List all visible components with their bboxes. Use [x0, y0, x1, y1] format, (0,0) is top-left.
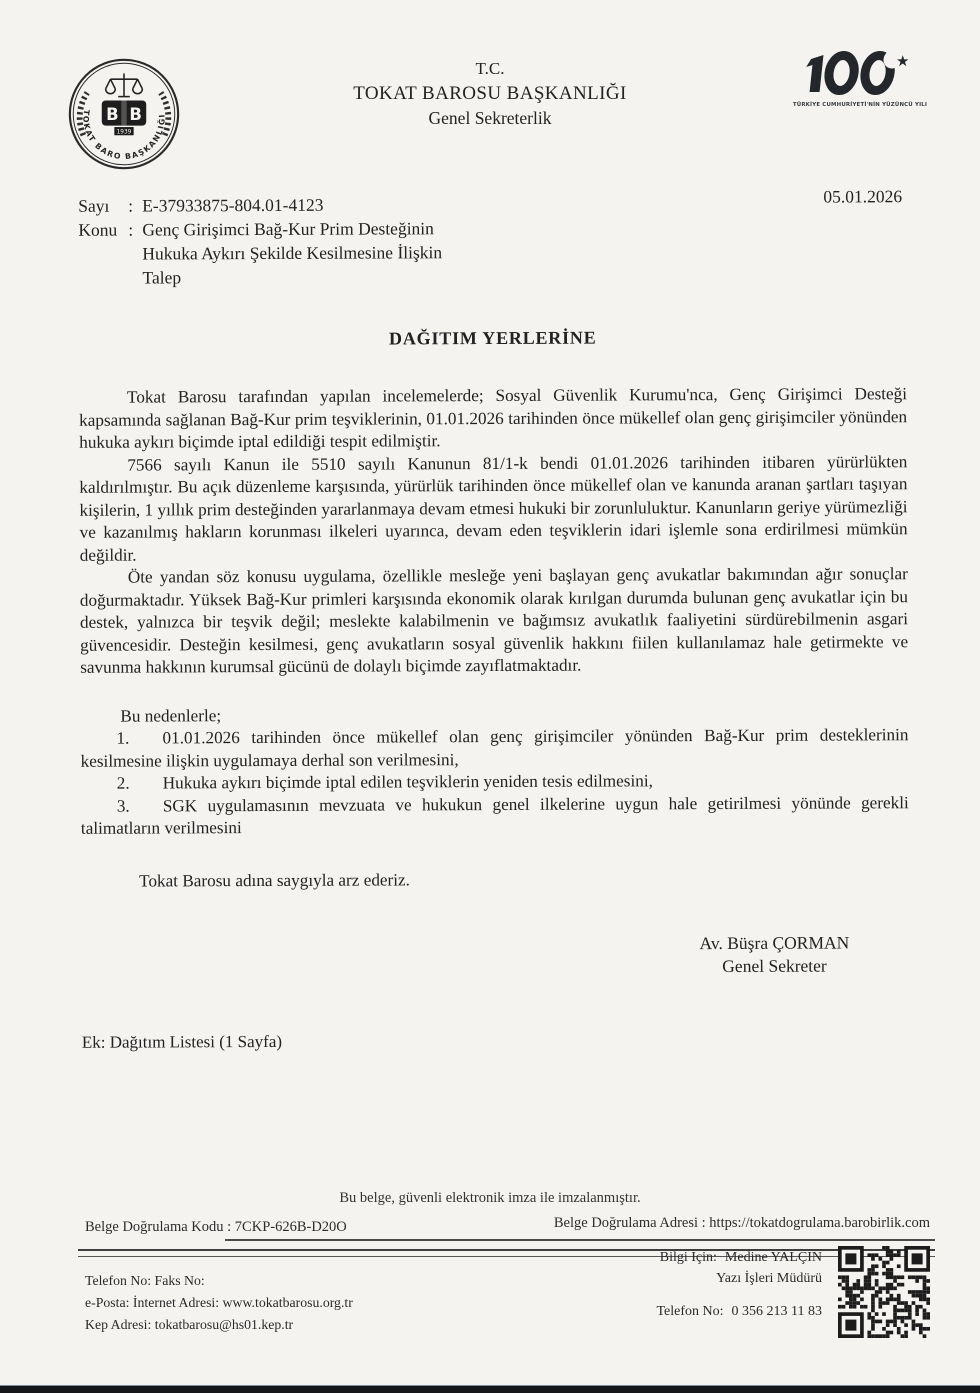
contact-phone-number: 0 356 213 11 83: [731, 1304, 822, 1319]
list-item-1-text: 01.01.2026 tarihinden önce mükellef olan genç girişimciler yönünden Bağ-Kur prim desteklerinin kesilmesine ilişkin uygulamaya derhal son verilmesini,: [80, 725, 909, 771]
emblem-ring-text: TOKAT BARO BAŞKANLIĞI: [81, 109, 167, 162]
paragraph-3: Öte yandan söz konusu uygulama, özellikle mesleğe yeni başlayan genç avukatlar bakımından ağır sonuçlar doğurmaktadır. Yüksek Bağ-Kur primleri karşısında ekonomik olarak kırılgan durumda bulunan genç avukatlar için bu destek, yalnızca bir teşvik değil; meslekte kalabilmenin ve bağımsız avukatlık faaliyetini sürdürebilmenin asgari güvencesidir. Desteğin kesilmesi, genç avukatların sosyal güvenlik hakkını fiilen kullanılamaz hale getirmekte ve savunma hakkının kurumsal gücünü de dolaylı biçimde zayıflatmaktadır.: [79, 564, 909, 677]
department-name: Genel Sekreterlik: [428, 107, 552, 128]
list-item-2-number: 2.: [116, 773, 130, 793]
sayi-label: Sayı: [78, 195, 110, 216]
emblem-initial-right: B: [129, 104, 142, 124]
contact-web-line: e-Posta: İnternet Adresi: www.tokatbarosu.org.tr: [85, 1295, 353, 1310]
signatory-title: Genel Sekreter: [722, 955, 827, 977]
qr-code: [838, 1246, 930, 1338]
list-intro: Bu nedenlerle;: [120, 705, 222, 726]
list-item-1-number: 1.: [116, 728, 130, 748]
emblem-initial-left: B: [106, 104, 119, 124]
letter-body: [78, 186, 910, 1053]
konu-line-3: Talep: [142, 267, 182, 288]
paragraph-2: 7566 sayılı Kanun ile 5510 sayılı Kanunun 81/1-k bendi 01.01.2026 tarihinden itibaren yürürlükten kaldırılmıştır. Bu açık düzenleme karşısında, yürürlük tarihinden önce mükellef olan ve kanunda aranan şartları taşıyan kişilerin, 1 yıllık prim desteğinden yararlanmaya devam etmesi hukuki bir zorunluluktur. Kanunların geriye yürümezliği ve kazanılmış hakların korunması ilkeleri uyarınca, devam eden teşviklerin idari işlemle sona erdirilmesi mümkün değildir.: [79, 451, 908, 565]
signature-block: [649, 931, 899, 978]
recipient-heading: DAĞITIM YERLERİNE: [388, 327, 597, 349]
emblem-year: 1939: [116, 129, 132, 136]
contact-kep-line: Kep Adresi: tokatbarosu@hs01.kep.tr: [85, 1317, 294, 1332]
attachment-line: Ek: Dağıtım Listesi (1 Sayfa): [81, 1031, 283, 1052]
esignature-note: Bu belge, güvenli elektronik imza ile imzalanmıştır.: [339, 1190, 641, 1206]
verification-address: Belge Doğrulama Adresi : https://tokatdogrulama.barobirlik.com: [553, 1215, 930, 1231]
contact-person-title: Yazı İşleri Müdürü: [716, 1271, 822, 1286]
letterhead: [0, 0, 980, 180]
contact-phone-label: Telefon No:: [656, 1304, 724, 1319]
konu-value: [142, 216, 442, 289]
konu-label: Konu: [78, 219, 118, 240]
organization-name: TOKAT BAROSU BAŞKANLIĞI: [353, 82, 627, 104]
konu-line-1: Genç Girişimci Bağ-Kur Prim Desteğinin: [142, 218, 434, 240]
list-item-3: [81, 792, 909, 841]
centenary-caption: TÜRKİYE CUMHURİYETİ'NİN YÜZÜNCÜ YILI: [792, 102, 928, 108]
konu-colon: :: [128, 219, 134, 240]
list-item-3-text: SGK uygulamasının mevzuata ve hukukun genel ilkelerine uygun hale getirilmesi yönünde gerekli talimatların verilmesini: [80, 792, 909, 838]
sayi-value: E-37933875-804.01-4123: [142, 194, 324, 216]
contact-person-name: Medine YALÇIN: [724, 1250, 822, 1265]
closing-line: Tokat Barosu adına saygıyla arz ederiz.: [139, 869, 410, 891]
konu-row: [78, 214, 906, 290]
document-meta: [78, 190, 906, 290]
star-icon: ★: [896, 52, 910, 70]
footer-divider-top: [225, 1239, 935, 1241]
paragraph-1: Tokat Barosu tarafından yapılan incelemelerde; Sosyal Güvenlik Kurumu'nca, Genç Girişimci Desteği kapsamında sağlanan Bağ-Kur prim teşviklerinin, 01.01.2026 tarihinden önce mükellef olan genç girişimciler yönünden hukuka aykırı biçimde iptal edildiği tespit edilmiştir.: [79, 384, 908, 452]
tc-line: T.C.: [475, 59, 505, 78]
letter-paragraphs: [79, 383, 909, 893]
document-date: 05.01.2026: [823, 186, 903, 207]
signatory-name: Av. Büşra ÇORMAN: [699, 932, 850, 954]
contact-phone-fax-line: Telefon No: Faks No:: [85, 1273, 205, 1288]
sayi-row: [78, 190, 906, 218]
list-item-2-text: Hukuka aykırı biçimde iptal edilen teşviklerin yeniden tesis edilmesini,: [162, 771, 653, 793]
konu-line-2: Hukuka Aykırı Şekilde Kesilmesine İlişkin: [142, 242, 443, 264]
list-item-1: [80, 724, 908, 773]
contact-info-left: [85, 1270, 353, 1336]
verification-code: Belge Doğrulama Kodu : 7CKP-626B-D20O: [85, 1219, 347, 1235]
list-item-3-number: 3.: [116, 796, 130, 816]
centenary-100-logo: [788, 50, 938, 117]
info-for-label: Bilgi İçin:: [659, 1250, 717, 1265]
contact-info-right: [656, 1247, 822, 1322]
scan-edge: [0, 1385, 980, 1393]
sayi-colon: :: [128, 195, 134, 216]
